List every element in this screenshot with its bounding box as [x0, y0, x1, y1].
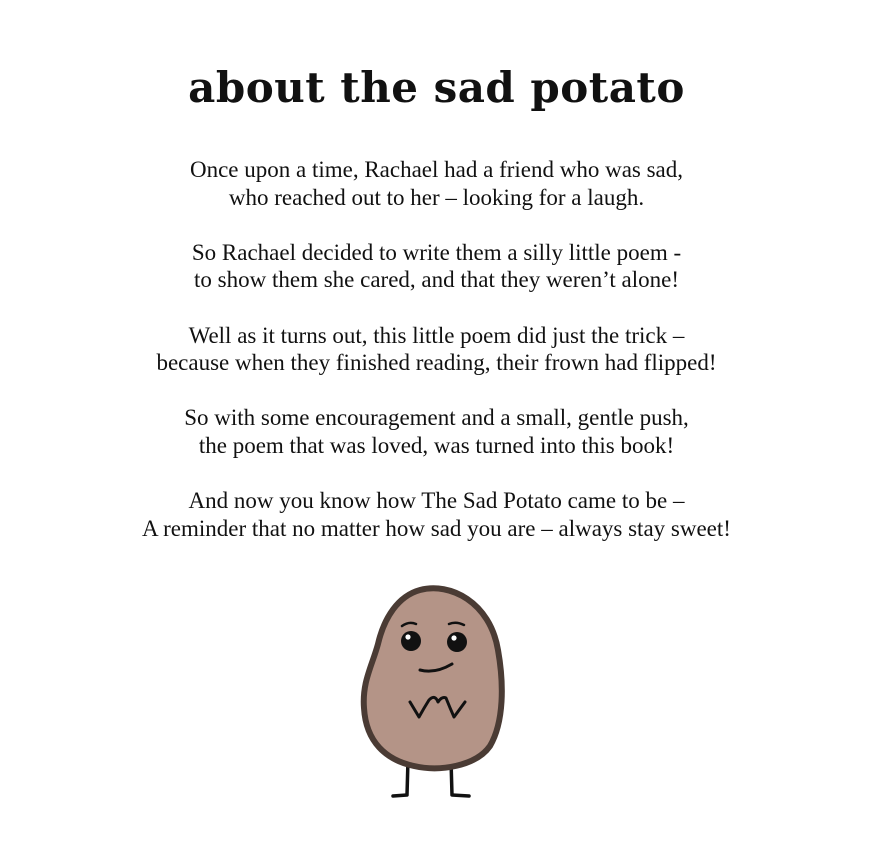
poem-line: Well as it turns out, this little poem did just the trick –	[188, 322, 685, 348]
poem-line: Once upon a time, Rachael had a friend who was sad,	[189, 157, 684, 182]
poem-line: And now you know how The Sad Potato came to be –	[188, 488, 685, 514]
potato-character-icon	[358, 584, 508, 802]
stanza-3	[0, 322, 873, 377]
stanza-2	[0, 239, 873, 294]
poem-line: So with some encouragement and a small, gentle push,	[184, 405, 689, 431]
poem-line: because when they finished reading, their frown had flipped!	[156, 350, 717, 376]
poem-text	[0, 156, 873, 570]
poem-line: A reminder that no matter how sad you are – always stay sweet!	[142, 515, 731, 541]
stanza-4	[0, 404, 873, 459]
stanza-5	[0, 487, 873, 542]
poem-line: the poem that was loved, was turned into this book!	[198, 432, 675, 458]
poem-line: So Rachael decided to write them a silly little poem -	[191, 239, 682, 265]
poem-line: to show them she cared, and that they weren’t alone!	[194, 267, 679, 293]
potato-body	[364, 588, 502, 768]
poem-line: who reached out to her – looking for a laugh.	[228, 184, 645, 210]
page-title: about the sad potato	[188, 63, 685, 112]
potato-left-eye	[401, 631, 421, 651]
potato-right-eye	[447, 632, 467, 652]
potato-left-eye-shine	[405, 634, 410, 639]
potato-right-eye-shine	[451, 635, 456, 640]
stanza-1	[0, 156, 873, 211]
